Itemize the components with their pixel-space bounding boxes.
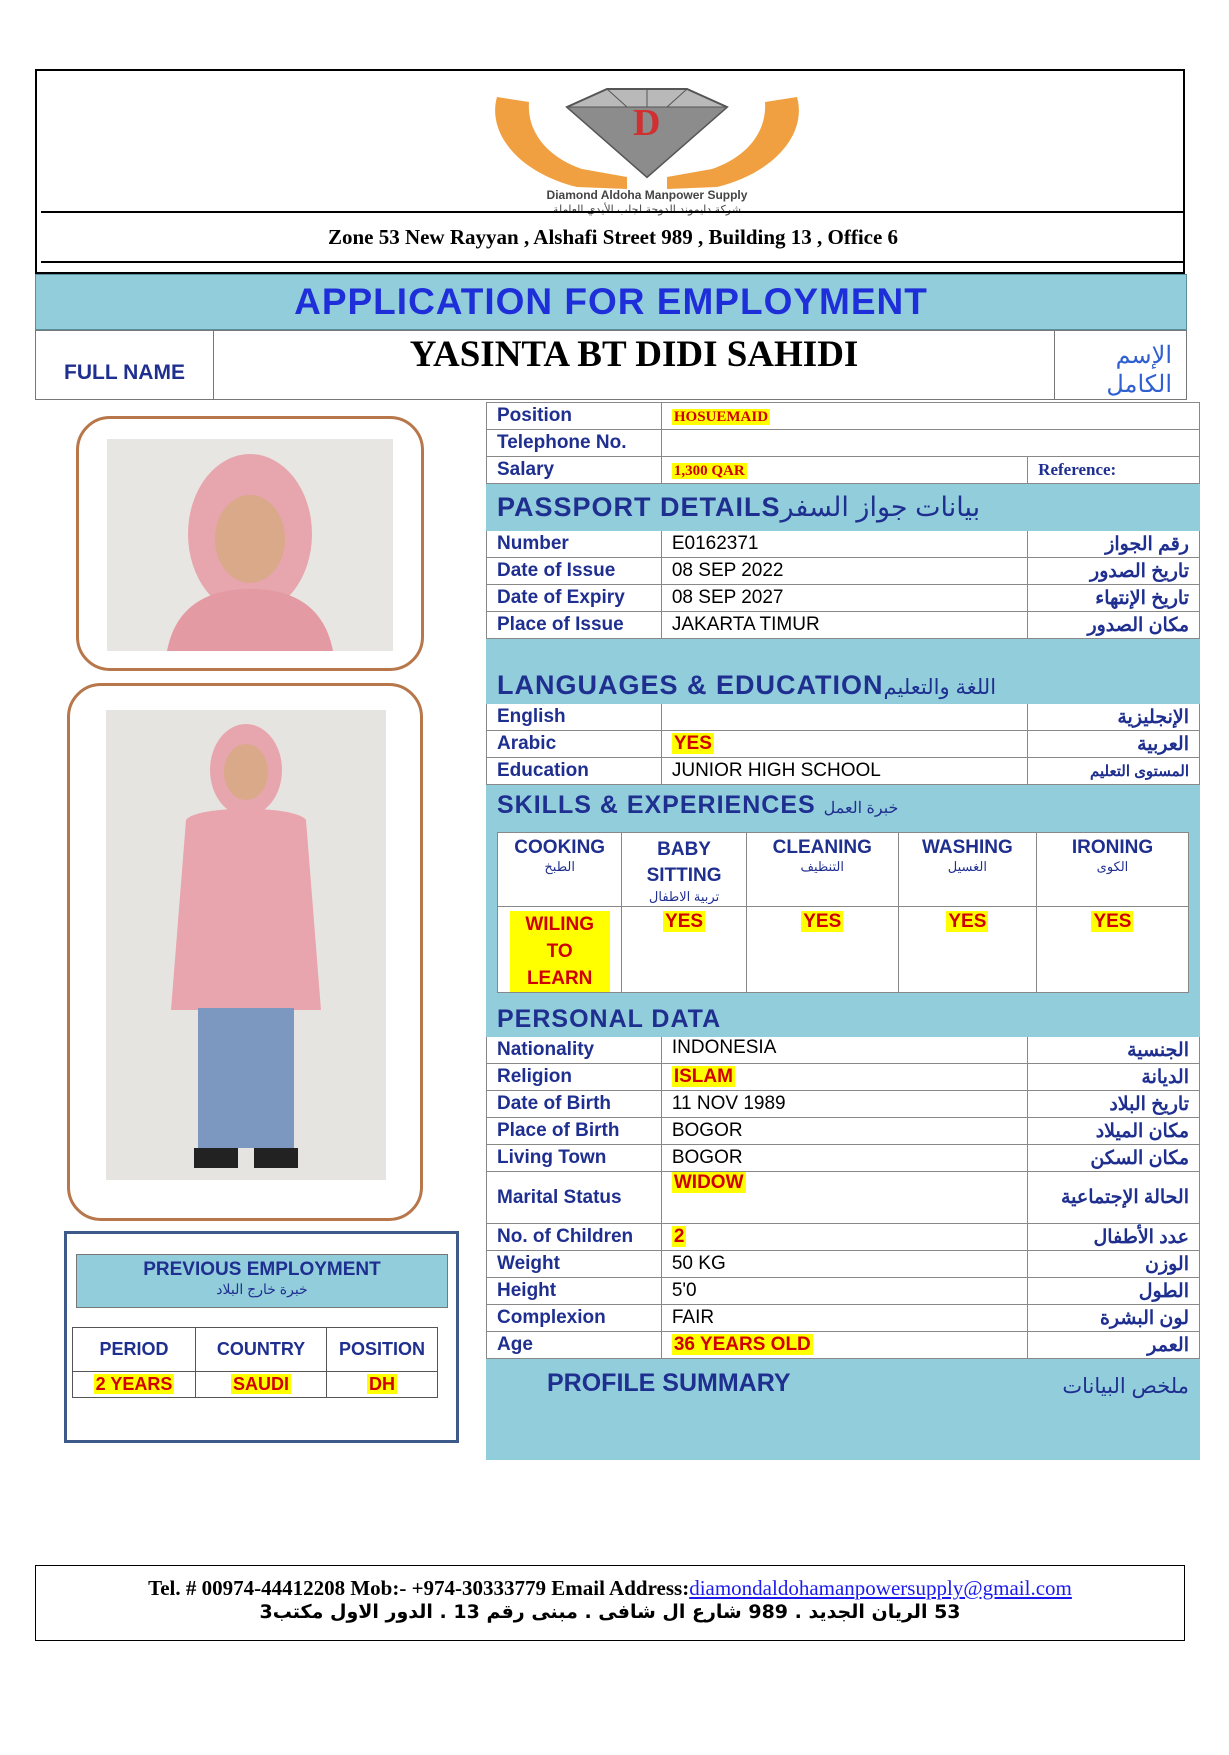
skill-washing-header <box>898 833 1036 907</box>
footer <box>35 1565 1185 1641</box>
passport-heading <box>487 484 1200 531</box>
skill-washing-value: YES <box>948 911 987 932</box>
passport-number-value: E0162371 <box>661 531 1027 558</box>
skill-ironing-header <box>1036 833 1188 907</box>
religion-value: ISLAM <box>673 1066 733 1087</box>
headshot-frame <box>76 416 424 671</box>
personal-heading: PERSONAL DATA <box>487 1002 1200 1037</box>
place-of-birth-value: BOGOR <box>661 1118 1027 1145</box>
period-cell <box>73 1372 196 1398</box>
arabic-cell <box>661 731 1027 758</box>
passport-heading-ar: بيانات جواز السفر <box>780 491 981 522</box>
company-address: Zone 53 New Rayyan , Alshafi Street 989 , Building 13 , Office 6 <box>327 225 899 249</box>
skill-baby-sitting-cell <box>622 907 746 993</box>
full-body-frame <box>67 683 423 1221</box>
place-of-birth-label: Place of Birth <box>487 1118 662 1145</box>
skill-ironing-value: YES <box>1093 911 1132 932</box>
profile-summary-heading-ar: ملخص البيانات <box>1028 1359 1200 1460</box>
weight-value: 50 KG <box>661 1251 1027 1278</box>
place-of-birth-label-ar: مكان الميلاد <box>1028 1118 1200 1145</box>
skill-baby-sitting-ar: تربية الاطفال <box>648 889 720 904</box>
skill-baby-sitting-value: YES <box>665 911 704 932</box>
skill-cooking-en: COOKING <box>514 837 606 858</box>
date-of-expiry-label-ar: تاريخ الإنتهاء <box>1028 585 1200 612</box>
application-details <box>486 402 1200 1460</box>
weight-label: Weight <box>487 1251 662 1278</box>
previous-employment-heading-ar: خبرة خارج البلاد <box>216 1281 308 1297</box>
skill-cleaning-value: YES <box>803 911 842 932</box>
age-value: 36 YEARS OLD <box>673 1334 811 1355</box>
english-value <box>661 704 1027 731</box>
education-value: JUNIOR HIGH SCHOOL <box>661 758 1027 785</box>
svg-text:D: D <box>633 102 661 144</box>
place-of-issue-label: Place of Issue <box>487 612 662 639</box>
age-label: Age <box>487 1332 662 1359</box>
languages-heading-ar: اللغة والتعليم <box>883 676 997 699</box>
marital-status-cell <box>661 1172 1027 1224</box>
english-label: English <box>487 704 662 731</box>
skill-ironing-en: IRONING <box>1071 837 1154 858</box>
skills-heading <box>487 785 1200 826</box>
date-of-expiry-value: 08 SEP 2027 <box>661 585 1027 612</box>
education-label-ar: المستوى التعليم <box>1028 758 1200 785</box>
marital-status-label: Marital Status <box>487 1172 662 1224</box>
skill-cleaning-en: CLEANING <box>772 837 872 858</box>
skill-cooking-cell <box>498 907 622 993</box>
passport-number-label-ar: رقم الجواز <box>1028 531 1200 558</box>
skill-cooking-value: WILING TO LEARN <box>510 911 610 992</box>
religion-label-ar: الديانة <box>1028 1064 1200 1091</box>
logo-company-name-ar: شركة دايموند الدوحة لجلب الأيدي العاملة <box>552 203 742 216</box>
country-value: SAUDI <box>232 1374 289 1394</box>
footer-contact <box>36 1566 1184 1601</box>
footer-address-ar: 53 الريان الجديد . 989 شارع ال شافى . مبنى رقم 13 . الدور الاول مكتب3 <box>259 1601 961 1623</box>
languages-heading <box>487 639 1200 704</box>
skill-baby-sitting-header <box>622 833 746 907</box>
telephone-label: Telephone No. <box>487 430 662 457</box>
full-name-label: FULL NAME <box>36 331 214 399</box>
complexion-value: FAIR <box>661 1305 1027 1332</box>
salary-label: Salary <box>487 457 662 484</box>
previous-employment-heading-en: PREVIOUS EMPLOYMENT <box>143 1259 381 1280</box>
salary-cell <box>661 457 1027 484</box>
position-label: Position <box>487 403 662 430</box>
letterhead <box>35 69 1185 274</box>
page-title: APPLICATION FOR EMPLOYMENT <box>294 281 928 322</box>
living-town-label: Living Town <box>487 1145 662 1172</box>
full-name-label-ar: الإسم الكامل <box>1054 331 1186 399</box>
date-of-issue-label: Date of Issue <box>487 558 662 585</box>
skill-washing-cell <box>898 907 1036 993</box>
living-town-label-ar: مكان السكن <box>1028 1145 1200 1172</box>
profile-summary-heading: PROFILE SUMMARY <box>487 1359 1028 1460</box>
full-name-row <box>35 330 1187 400</box>
children-label: No. of Children <box>487 1224 662 1251</box>
arabic-label-ar: العربية <box>1028 731 1200 758</box>
address-bar <box>41 211 1185 263</box>
skill-cleaning-header <box>746 833 898 907</box>
dob-label-ar: تاريخ البلاد <box>1028 1091 1200 1118</box>
company-logo <box>457 77 837 217</box>
arabic-label: Arabic <box>487 731 662 758</box>
reference-label: Reference: <box>1028 457 1200 484</box>
skill-washing-ar: الغسيل <box>947 859 987 874</box>
height-label-ar: الطول <box>1028 1278 1200 1305</box>
country-cell <box>196 1372 327 1398</box>
period-header: PERIOD <box>73 1328 196 1372</box>
headshot-photo <box>107 439 393 651</box>
skill-ironing-cell <box>1036 907 1188 993</box>
weight-label-ar: الوزن <box>1028 1251 1200 1278</box>
skills-table <box>497 832 1189 993</box>
place-of-issue-value: JAKARTA TIMUR <box>661 612 1027 639</box>
position-cell-prev <box>327 1372 438 1398</box>
living-town-value: BOGOR <box>661 1145 1027 1172</box>
date-of-expiry-label: Date of Expiry <box>487 585 662 612</box>
arabic-value: YES <box>673 733 712 754</box>
skill-ironing-ar: الكوى <box>1096 859 1129 874</box>
skills-heading-en: SKILLS & EXPERIENCES <box>497 790 816 819</box>
passport-heading-en: PASSPORT DETAILS <box>497 491 781 522</box>
previous-employment-box <box>64 1231 459 1443</box>
passport-number-label: Number <box>487 531 662 558</box>
position-value: HOSUEMAID <box>673 409 769 425</box>
skill-cooking-ar: الطبخ <box>544 859 575 874</box>
age-label-ar: العمر <box>1028 1332 1200 1359</box>
children-label-ar: عدد الأطفال <box>1028 1224 1200 1251</box>
height-label: Height <box>487 1278 662 1305</box>
children-cell <box>661 1224 1027 1251</box>
skill-washing-en: WASHING <box>921 837 1013 858</box>
skill-baby-sitting-en: BABY SITTING <box>646 839 722 886</box>
previous-employment-heading <box>76 1254 448 1308</box>
position-value-prev: DH <box>369 1374 395 1394</box>
telephone-value <box>661 430 1199 457</box>
full-name-value: YASINTA BT DIDI SAHIDI <box>409 334 859 375</box>
marital-status-value: WIDOW <box>673 1172 744 1193</box>
footer-email-link[interactable]: diamondaldohamanpowersupply@gmail.com <box>689 1576 1072 1600</box>
footer-tel: Tel. # 00974-44412208 Mob:- +974-30333779 Email Address: <box>148 1576 690 1600</box>
country-header: COUNTRY <box>196 1328 327 1372</box>
logo-company-name: Diamond Aldoha Manpower Supply <box>546 188 748 202</box>
english-label-ar: الإنجليزية <box>1028 704 1200 731</box>
marital-status-label-ar: الحالة الإجتماعية <box>1028 1172 1200 1224</box>
complexion-label: Complexion <box>487 1305 662 1332</box>
salary-value: 1,300 QAR <box>673 463 745 479</box>
religion-label: Religion <box>487 1064 662 1091</box>
height-value: 5'0 <box>661 1278 1027 1305</box>
place-of-issue-label-ar: مكان الصدور <box>1028 612 1200 639</box>
age-cell <box>661 1332 1027 1359</box>
dob-label: Date of Birth <box>487 1091 662 1118</box>
position-cell <box>661 403 1199 430</box>
previous-employment-table <box>72 1327 438 1398</box>
education-label: Education <box>487 758 662 785</box>
position-header: POSITION <box>327 1328 438 1372</box>
period-value: 2 YEARS <box>95 1374 173 1394</box>
nationality-label-ar: الجنسية <box>1028 1037 1200 1064</box>
complexion-label-ar: لون البشرة <box>1028 1305 1200 1332</box>
skills-heading-ar: خبرة العمل <box>823 799 899 817</box>
nationality-value: INDONESIA <box>661 1037 1027 1064</box>
skills-container <box>487 826 1200 1002</box>
skill-cleaning-cell <box>746 907 898 993</box>
date-of-issue-label-ar: تاريخ الصدور <box>1028 558 1200 585</box>
dob-value: 11 NOV 1989 <box>661 1091 1027 1118</box>
nationality-label: Nationality <box>487 1037 662 1064</box>
skill-cooking-header <box>498 833 622 907</box>
date-of-issue-value: 08 SEP 2022 <box>661 558 1027 585</box>
languages-heading-en: LANGUAGES & EDUCATION <box>497 670 884 700</box>
skill-cleaning-ar: التنظيف <box>800 859 844 874</box>
title-bar <box>35 274 1187 330</box>
children-value: 2 <box>673 1226 685 1247</box>
full-body-photo <box>106 710 386 1180</box>
religion-cell <box>661 1064 1027 1091</box>
